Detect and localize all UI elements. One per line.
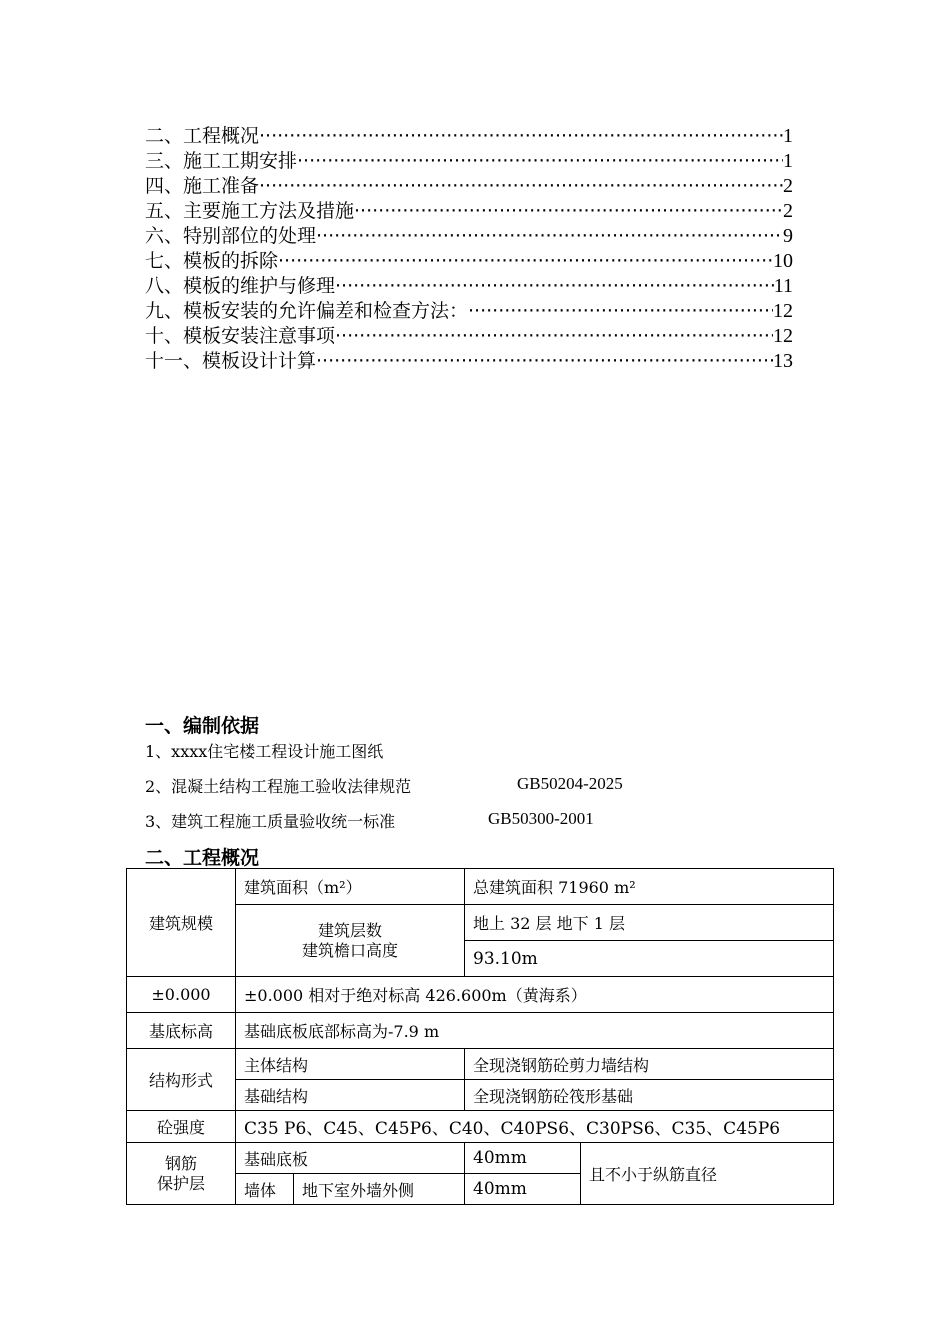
cell-scale-label: 建筑规模 [127, 869, 236, 977]
toc-leader-dots [335, 324, 773, 349]
cell-main-struct-label: 主体结构 [236, 1049, 465, 1080]
toc-entry[interactable] [145, 299, 793, 324]
toc-entry[interactable] [145, 274, 793, 299]
cell-main-struct-value: 全现浇钢筋砼剪力墙结构 [465, 1049, 834, 1080]
cell-cover-slab-value: 40mm [465, 1143, 581, 1174]
toc-label: 五、主要施工方法及措施 [145, 200, 355, 222]
eave-label: 建筑檐口高度 [301, 940, 398, 960]
toc-label: 二、工程概况 [145, 125, 260, 147]
cell-area-label: 建筑面积（m²） [236, 869, 465, 905]
toc-page-number: 1 [783, 150, 793, 172]
toc-label: 八、模板的维护与修理 [145, 275, 336, 297]
cover-label-line1: 钢筋 [164, 1153, 197, 1173]
toc-leader-dots [278, 249, 773, 274]
toc-page-number: 2 [783, 175, 793, 197]
toc-leader-dots [297, 149, 783, 174]
floors-label: 建筑层数 [317, 920, 382, 940]
cell-datum-label: ±0.000 [127, 977, 236, 1013]
toc-label: 七、模板的拆除 [145, 250, 279, 272]
toc-page-number: 12 [773, 325, 793, 347]
toc-label: 十、模板安装注意事项 [145, 325, 336, 347]
toc-entry[interactable] [145, 224, 793, 249]
toc-page-number: 10 [773, 250, 793, 272]
toc-leader-dots [316, 224, 783, 249]
cover-label-line2: 保护层 [156, 1173, 205, 1193]
table-of-contents [145, 124, 793, 374]
toc-page-number: 11 [773, 275, 793, 297]
toc-label: 十一、模板设计计算 [145, 350, 317, 372]
toc-leader-dots [316, 349, 773, 374]
cell-cover-note: 且不小于纵筋直径 [581, 1143, 834, 1205]
basis-item [145, 774, 805, 797]
cell-cover-wall-label: 墙体 [236, 1174, 294, 1205]
toc-page-number: 2 [783, 200, 793, 222]
toc-entry[interactable] [145, 199, 793, 224]
cell-cover-wall-value: 40mm [465, 1174, 581, 1205]
toc-leader-dots [468, 299, 773, 324]
cell-found-struct-value: 全现浇钢筋砼筏形基础 [465, 1080, 834, 1111]
cell-area-value: 总建筑面积 71960 m² [465, 869, 834, 905]
cell-struct-label: 结构形式 [127, 1049, 236, 1111]
toc-leader-dots [335, 274, 774, 299]
cell-base-label: 基底标高 [127, 1013, 236, 1049]
cell-eave-value: 93.10m [465, 941, 834, 977]
toc-entry[interactable] [145, 149, 793, 174]
cell-cover-slab-label: 基础底板 [236, 1143, 465, 1174]
cell-found-struct-label: 基础结构 [236, 1080, 465, 1111]
toc-page-number: 13 [773, 350, 793, 372]
toc-leader-dots [259, 174, 783, 199]
cell-floors-value: 地上 32 层 地下 1 层 [465, 905, 834, 941]
toc-entry[interactable] [145, 349, 793, 374]
toc-entry[interactable] [145, 124, 793, 149]
toc-label: 九、模板安装的允许偏差和检查方法： [145, 300, 469, 322]
toc-label: 三、施工工期安排 [145, 150, 298, 172]
project-overview-table [126, 868, 834, 1205]
section-heading-basis: 一、编制依据 [145, 715, 260, 737]
toc-entry[interactable] [145, 249, 793, 274]
basis-item [145, 739, 383, 762]
toc-leader-dots [354, 199, 783, 224]
basis-item-code: GB50300-2001 [488, 809, 594, 828]
basis-item-text: 3、建筑工程施工质量验收统一标准 [145, 812, 396, 831]
cell-strength-label: 砼强度 [127, 1111, 236, 1143]
section-heading-overview: 二、工程概况 [145, 847, 260, 869]
basis-item-code: GB50204-2025 [517, 774, 623, 793]
cell-strength-value: C35 P6、C45、C45P6、C40、C40PS6、C30PS6、C35、C45P6 [236, 1111, 834, 1143]
toc-label: 六、特别部位的处理 [145, 225, 317, 247]
toc-leader-dots [259, 124, 783, 149]
cell-cover-wall-side: 地下室外墙外侧 [294, 1174, 465, 1205]
basis-item-text: 2、混凝土结构工程施工验收法律规范 [145, 777, 412, 796]
toc-entry[interactable] [145, 174, 793, 199]
cell-floors-eave-label [236, 905, 465, 977]
toc-page-number: 12 [773, 300, 793, 322]
toc-label: 四、施工准备 [145, 175, 260, 197]
cell-cover-label [127, 1143, 236, 1205]
toc-page-number: 9 [783, 225, 793, 247]
toc-page-number: 1 [783, 125, 793, 147]
basis-item-text: 1、xxxx住宅楼工程设计施工图纸 [145, 742, 384, 761]
cell-datum-value: ±0.000 相对于绝对标高 426.600m（黄海系） [236, 977, 834, 1013]
basis-item [145, 809, 805, 832]
cell-base-value: 基础底板底部标高为-7.9 m [236, 1013, 834, 1049]
toc-entry[interactable] [145, 324, 793, 349]
